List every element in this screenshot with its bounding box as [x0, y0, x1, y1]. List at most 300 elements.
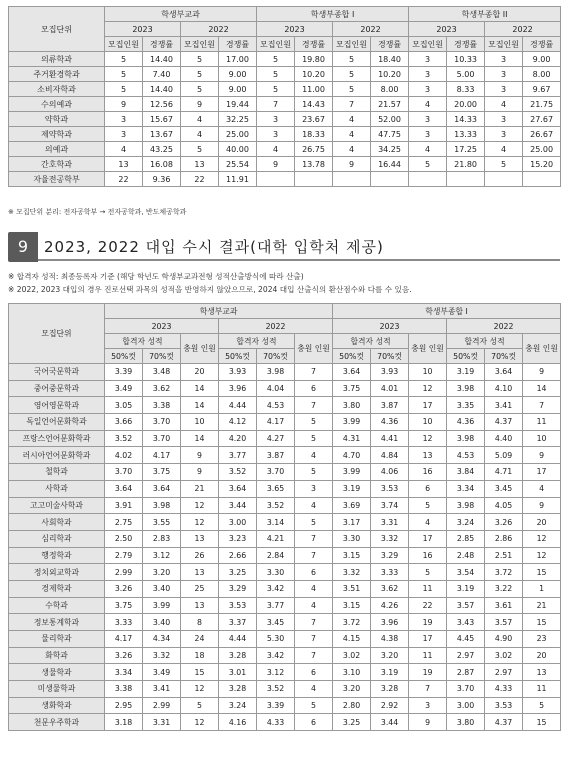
table-cell: 21.75: [523, 97, 561, 112]
notes: [8, 270, 412, 296]
table-cell: 3.29: [219, 580, 257, 597]
table-cell: 3.22: [485, 580, 523, 597]
column-header: 모집인원: [105, 37, 143, 52]
table-row: [9, 614, 561, 631]
table-cell: 15: [523, 714, 561, 731]
table-row: [9, 414, 561, 431]
table-cell: 18: [181, 647, 219, 664]
table-cell: 4.34: [143, 631, 181, 648]
table-cell: 4.70: [333, 447, 371, 464]
filled-count-header: 충원 인원: [295, 334, 333, 364]
table-cell: 3.32: [333, 564, 371, 581]
table-cell: 16: [409, 547, 447, 564]
table-cell: 3.91: [105, 497, 143, 514]
table-cell: 16: [409, 464, 447, 481]
unit-name: 철학과: [9, 464, 105, 481]
table-cell: 3.28: [219, 681, 257, 698]
table-cell: 9: [181, 97, 219, 112]
table-cell: 7: [295, 631, 333, 648]
table-cell: 2.97: [447, 647, 485, 664]
table-cell: 3.28: [371, 681, 409, 698]
table-cell: 12: [409, 430, 447, 447]
table-cell: 17: [409, 397, 447, 414]
table-cell: 5: [523, 697, 561, 714]
table-cell: 3.30: [257, 564, 295, 581]
table-cell: 10: [409, 414, 447, 431]
group-header: 학생부교과: [105, 304, 333, 319]
table-cell: 3.70: [257, 464, 295, 481]
table-cell: 13: [181, 530, 219, 547]
table-cell: 4: [295, 681, 333, 698]
table-cell: 5: [257, 82, 295, 97]
table-cell: 13: [105, 157, 143, 172]
table-cell: 3.45: [485, 480, 523, 497]
table-cell: 43.25: [143, 142, 181, 157]
table-cell: 3.15: [333, 547, 371, 564]
table-cell: 3.20: [371, 647, 409, 664]
table-row: [9, 67, 561, 82]
table-cell: 5: [257, 67, 295, 82]
table-cell: 13: [181, 597, 219, 614]
table-cell: 17: [409, 530, 447, 547]
table-cell: 5.30: [257, 631, 295, 648]
table-cell: 6: [295, 380, 333, 397]
table-cell: [447, 172, 485, 187]
table-cell: 9: [181, 447, 219, 464]
table-cell: 25.54: [219, 157, 257, 172]
table-cell: 3.62: [371, 580, 409, 597]
table-row: [9, 664, 561, 681]
table-cell: 3.53: [219, 597, 257, 614]
table-cell: 3.41: [143, 681, 181, 698]
table-cell: 5: [181, 67, 219, 82]
unit-name: 정치외교학과: [9, 564, 105, 581]
table-cell: 19: [409, 614, 447, 631]
table-cell: 3: [409, 112, 447, 127]
table-cell: 20.00: [447, 97, 485, 112]
group-header: 학생부종합 II: [409, 7, 561, 22]
cut50-header: 50%컷: [219, 349, 257, 364]
table-cell: 6: [295, 714, 333, 731]
table-cell: 3.34: [447, 480, 485, 497]
table-cell: 3.32: [143, 647, 181, 664]
table-cell: 19: [409, 664, 447, 681]
table-cell: 3: [409, 67, 447, 82]
table-cell: 7: [295, 364, 333, 381]
cut50-header: 50%컷: [105, 349, 143, 364]
table-cell: 3.26: [485, 514, 523, 531]
table-cell: 9: [181, 464, 219, 481]
table-cell: 3.29: [371, 547, 409, 564]
table-cell: 7: [409, 681, 447, 698]
table-cell: 2.99: [143, 697, 181, 714]
table-cell: 19.44: [219, 97, 257, 112]
score-header: 합격자 성적: [219, 334, 295, 349]
table-cell: 3.61: [485, 597, 523, 614]
column-header: 경쟁률: [447, 37, 485, 52]
column-header: 모집인원: [257, 37, 295, 52]
table-cell: 4: [295, 497, 333, 514]
table-row: [9, 681, 561, 698]
year-header: 2023: [105, 22, 181, 37]
table-cell: 7: [295, 647, 333, 664]
table-cell: 4: [485, 97, 523, 112]
column-header: 경쟁률: [219, 37, 257, 52]
table-cell: 11: [409, 647, 447, 664]
table-row: [9, 142, 561, 157]
table-cell: 12: [181, 497, 219, 514]
unit-name: 프랑스언어문화학과: [9, 430, 105, 447]
table-cell: 3.93: [371, 364, 409, 381]
table-cell: 26: [181, 547, 219, 564]
table-cell: 4.40: [485, 430, 523, 447]
table-cell: 3.48: [143, 364, 181, 381]
table-cell: 4.44: [219, 397, 257, 414]
table-cell: 3.96: [371, 614, 409, 631]
table-cell: 3.72: [333, 614, 371, 631]
column-header: 모집인원: [409, 37, 447, 52]
year-header: 2022: [333, 22, 409, 37]
table-cell: 4.33: [485, 681, 523, 698]
table-cell: 5: [295, 514, 333, 531]
table-cell: 3.96: [219, 380, 257, 397]
table-cell: 7: [295, 397, 333, 414]
table-cell: 17.25: [447, 142, 485, 157]
table-cell: 3.53: [485, 697, 523, 714]
table-cell: 11.91: [219, 172, 257, 187]
table-cell: 3: [105, 127, 143, 142]
table-cell: 3.17: [333, 514, 371, 531]
table-cell: 3.10: [333, 664, 371, 681]
table-cell: [485, 172, 523, 187]
table-cell: 9.67: [523, 82, 561, 97]
table-cell: 4: [333, 127, 371, 142]
table-cell: 3.25: [333, 714, 371, 731]
unit-name: 경제학과: [9, 580, 105, 597]
table-cell: 5: [333, 82, 371, 97]
table-row: [9, 52, 561, 67]
table-cell: 3.84: [447, 464, 485, 481]
table-cell: 20: [181, 364, 219, 381]
table-cell: 3.77: [219, 447, 257, 464]
table-cell: 3.99: [333, 464, 371, 481]
table-cell: 3.24: [219, 697, 257, 714]
table-cell: 5: [257, 52, 295, 67]
table-cell: 15: [181, 664, 219, 681]
table-cell: 13: [181, 157, 219, 172]
group-header: 학생부종합 I: [333, 304, 561, 319]
table-cell: 9: [523, 364, 561, 381]
table-row: [9, 547, 561, 564]
table-cell: 3: [257, 127, 295, 142]
column-header: 모집인원: [181, 37, 219, 52]
table-cell: 5: [333, 52, 371, 67]
table-row: [9, 647, 561, 664]
filled-count-header: 충원 인원: [409, 334, 447, 364]
table-cell: 27.67: [523, 112, 561, 127]
table-cell: 4: [295, 580, 333, 597]
column-header: 경쟁률: [143, 37, 181, 52]
table-cell: 3.00: [219, 514, 257, 531]
table-cell: 2.97: [485, 664, 523, 681]
table-cell: 5: [295, 430, 333, 447]
table-cell: 3.64: [333, 364, 371, 381]
table-cell: 11.00: [295, 82, 333, 97]
unit-name: 천문우주학과: [9, 714, 105, 731]
table-cell: 3.52: [257, 497, 295, 514]
table-cell: 3.02: [485, 647, 523, 664]
table-cell: 17.00: [219, 52, 257, 67]
table-cell: 4.38: [371, 631, 409, 648]
table-cell: 2.95: [105, 697, 143, 714]
unit-name: 간호학과: [9, 157, 105, 172]
cut70-header: 70%컷: [257, 349, 295, 364]
table-cell: 2.87: [447, 664, 485, 681]
table-cell: 4.26: [371, 597, 409, 614]
table-cell: 25.00: [523, 142, 561, 157]
table-cell: 4.02: [105, 447, 143, 464]
cut70-header: 70%컷: [371, 349, 409, 364]
table-row: [9, 157, 561, 172]
table-cell: 13: [523, 664, 561, 681]
table-cell: 22: [105, 172, 143, 187]
table-cell: 3.40: [143, 614, 181, 631]
table-cell: 7: [523, 397, 561, 414]
table-cell: 4: [181, 112, 219, 127]
table-cell: 3.75: [105, 597, 143, 614]
table-cell: 3.01: [219, 664, 257, 681]
table-cell: 3: [409, 697, 447, 714]
table-cell: 3.99: [333, 414, 371, 431]
table-cell: 7: [333, 97, 371, 112]
table-cell: 4.90: [485, 631, 523, 648]
unit-name: 소비자학과: [9, 82, 105, 97]
table-cell: 3.52: [219, 464, 257, 481]
table-cell: 10: [523, 430, 561, 447]
table-cell: 9: [523, 497, 561, 514]
unit-name: 독일언어문화학과: [9, 414, 105, 431]
note-line: ※ 2022, 2023 대입의 경우 진로선택 과목의 성적을 반영하지 않았으므로, 2024 대입 산출식의 환산점수와 다를 수 있음.: [8, 285, 412, 294]
table-cell: 22: [181, 172, 219, 187]
table-cell: 4: [409, 514, 447, 531]
table-cell: 9: [333, 157, 371, 172]
table-cell: 5: [409, 564, 447, 581]
filled-count-header: 충원 인원: [181, 334, 219, 364]
table-cell: 8: [181, 614, 219, 631]
table-cell: 4.21: [257, 530, 295, 547]
table-cell: [409, 172, 447, 187]
table-cell: 3.98: [447, 380, 485, 397]
score-header: 합격자 성적: [447, 334, 523, 349]
table-cell: 3.38: [143, 397, 181, 414]
table-cell: 2.51: [485, 547, 523, 564]
unit-name: 물리학과: [9, 631, 105, 648]
table-cell: 3.12: [143, 547, 181, 564]
table-cell: 12: [409, 380, 447, 397]
group-header: 학생부종합 I: [257, 7, 409, 22]
table-cell: 2.75: [105, 514, 143, 531]
table-cell: 3.49: [105, 380, 143, 397]
table-cell: 3.87: [257, 447, 295, 464]
table-cell: 2.66: [219, 547, 257, 564]
table-cell: 3.12: [257, 664, 295, 681]
table-cell: 52.00: [371, 112, 409, 127]
cut70-header: 70%컷: [143, 349, 181, 364]
table-cell: 3.98: [257, 364, 295, 381]
table-cell: 3.20: [333, 681, 371, 698]
table-cell: 3.02: [333, 647, 371, 664]
table-cell: 7: [295, 547, 333, 564]
table-cell: 3.72: [485, 564, 523, 581]
table-cell: 3: [409, 82, 447, 97]
table-cell: 3.39: [257, 697, 295, 714]
table-cell: 12: [523, 547, 561, 564]
table-cell: 5: [181, 697, 219, 714]
table-cell: 9.00: [219, 82, 257, 97]
group-header: 학생부교과: [105, 7, 257, 22]
section-divider: [38, 259, 560, 261]
table-row: [9, 597, 561, 614]
table-cell: 3.19: [371, 664, 409, 681]
year-header: 2022: [485, 22, 561, 37]
table-cell: 3.77: [257, 597, 295, 614]
unit-name: 의류학과: [9, 52, 105, 67]
table-cell: 4.44: [219, 631, 257, 648]
table-cell: 4.17: [257, 414, 295, 431]
table-cell: 26.75: [295, 142, 333, 157]
table-cell: 5: [181, 142, 219, 157]
table-cell: 3.24: [447, 514, 485, 531]
table-cell: 13.78: [295, 157, 333, 172]
table-cell: 3.53: [371, 480, 409, 497]
competition-rate-table: [8, 6, 561, 187]
table-cell: 3.05: [105, 397, 143, 414]
table-cell: 21.80: [447, 157, 485, 172]
table-cell: 5: [181, 82, 219, 97]
column-header: 경쟁률: [295, 37, 333, 52]
table-cell: 4: [409, 97, 447, 112]
table-cell: 2.84: [257, 547, 295, 564]
table-cell: 3.38: [105, 681, 143, 698]
table-cell: 23: [523, 631, 561, 648]
table-row: [9, 714, 561, 731]
table-row: [9, 82, 561, 97]
unit-name: 주거환경학과: [9, 67, 105, 82]
year-header: 2022: [181, 22, 257, 37]
table-cell: 25: [181, 580, 219, 597]
table-cell: 21.57: [371, 97, 409, 112]
unit-name: 영어영문학과: [9, 397, 105, 414]
table-cell: 7: [257, 97, 295, 112]
score-header: 합격자 성적: [333, 334, 409, 349]
table-cell: 8.00: [523, 67, 561, 82]
unit-name: 생화학과: [9, 697, 105, 714]
table-cell: 4.84: [371, 447, 409, 464]
table-cell: 5.00: [447, 67, 485, 82]
table-cell: 10.20: [371, 67, 409, 82]
table-cell: 4.17: [105, 631, 143, 648]
unit-name: 화학과: [9, 647, 105, 664]
table-cell: 9: [105, 97, 143, 112]
table-cell: 14.43: [295, 97, 333, 112]
table-cell: 4.20: [219, 430, 257, 447]
table-row: [9, 580, 561, 597]
unit-name: 의예과: [9, 142, 105, 157]
unit-name: 수학과: [9, 597, 105, 614]
table-cell: 4: [295, 447, 333, 464]
table-cell: 3.98: [447, 430, 485, 447]
table-cell: 3: [485, 52, 523, 67]
table-cell: 14.40: [143, 82, 181, 97]
table-cell: 3.80: [333, 397, 371, 414]
table-cell: 19.80: [295, 52, 333, 67]
table-cell: 25.00: [219, 127, 257, 142]
unit-name: 고고미술사학과: [9, 497, 105, 514]
table-cell: 6: [295, 564, 333, 581]
table-cell: 10: [409, 364, 447, 381]
section-title: 2023, 2022 대입 수시 결과(대학 입학처 제공): [44, 238, 384, 256]
unit-header: 모집단위: [9, 7, 105, 52]
year-header: 2022: [219, 319, 333, 334]
table-cell: 2.79: [105, 547, 143, 564]
table-cell: 18.33: [295, 127, 333, 142]
table-cell: 9.00: [523, 52, 561, 67]
unit-name: 행정학과: [9, 547, 105, 564]
table-cell: 4: [105, 142, 143, 157]
table-cell: 4: [257, 142, 295, 157]
section-number: 9: [8, 232, 38, 262]
table-cell: 9: [257, 157, 295, 172]
table-cell: 3.15: [333, 597, 371, 614]
table-cell: 4.33: [257, 714, 295, 731]
table-cell: 11: [523, 681, 561, 698]
table-cell: 2.86: [485, 530, 523, 547]
table-cell: 6: [295, 664, 333, 681]
year-header: 2023: [257, 22, 333, 37]
table-cell: 3.70: [447, 681, 485, 698]
table-cell: 3.70: [105, 464, 143, 481]
table-cell: 14.33: [447, 112, 485, 127]
table-cell: 15: [523, 614, 561, 631]
table-cell: 3: [485, 82, 523, 97]
table-cell: 3: [295, 480, 333, 497]
table-row: [9, 172, 561, 187]
table-cell: 3.64: [143, 480, 181, 497]
table-cell: 2.48: [447, 547, 485, 564]
table-cell: 9: [523, 447, 561, 464]
note-line: ※ 합격자 성적: 최종등록자 기준 (해당 학년도 학생부교과전형 성적산출방식에 따라 산출): [8, 272, 304, 281]
table-cell: 3.45: [257, 614, 295, 631]
table-cell: 15: [523, 564, 561, 581]
table-cell: [295, 172, 333, 187]
table-cell: 10: [181, 414, 219, 431]
table-cell: 20: [523, 647, 561, 664]
table-cell: 3.44: [371, 714, 409, 731]
table-row: [9, 364, 561, 381]
table-cell: 4.37: [485, 414, 523, 431]
table-cell: 4.53: [257, 397, 295, 414]
table-row: [9, 97, 561, 112]
table-cell: 3.74: [371, 497, 409, 514]
table-cell: 5: [295, 464, 333, 481]
table-cell: 4: [523, 480, 561, 497]
table-cell: 4.05: [485, 497, 523, 514]
table-cell: 3.57: [485, 614, 523, 631]
table-cell: 3.31: [371, 514, 409, 531]
table-cell: 5: [333, 67, 371, 82]
unit-name: 생물학과: [9, 664, 105, 681]
column-header: 모집인원: [485, 37, 523, 52]
